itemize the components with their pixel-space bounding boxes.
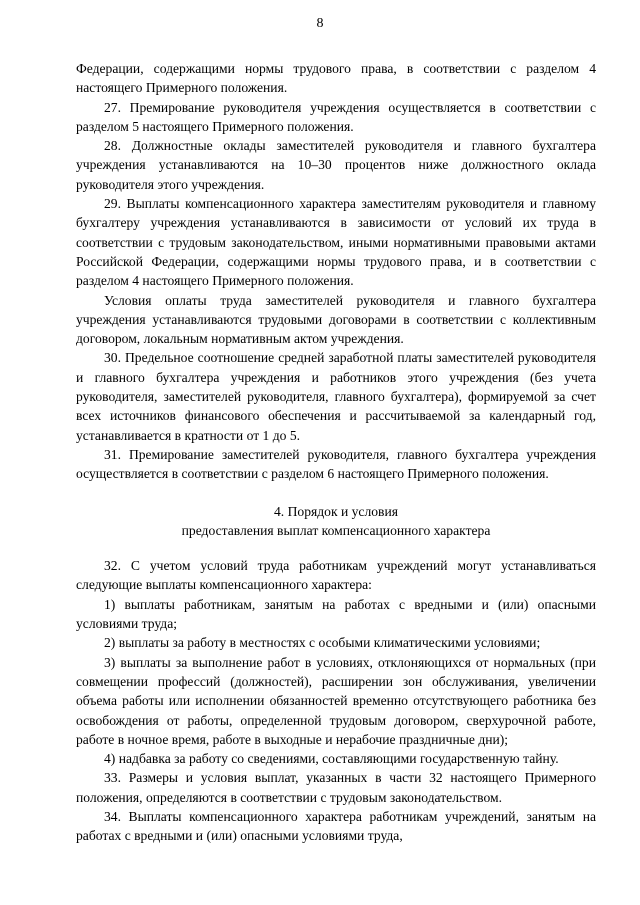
paragraph: Условия оплаты труда заместителей руководителя и главного бухгалтера учреждения устанавливаются трудовыми договорами в соответствии с коллективным договором, локальным нормативным актом учреждения. bbox=[76, 292, 596, 347]
page-number: 8 bbox=[316, 16, 324, 31]
section-heading bbox=[76, 502, 596, 541]
section-heading-line-2: предоставления выплат компенсационного характера bbox=[181, 522, 491, 538]
paragraph: 3) выплаты за выполнение работ в условиях, отклоняющихся от нормальных (при совмещении профессий (должностей), расширении зон обслуживания, увеличении объема работы или исполнении обязанностей временно отсутствующего работника без освобождения от работы, определенной трудовым договором, сверхурочной работе, работе в ночное время, работе в выходные и нерабочие праздничные дни); bbox=[76, 654, 596, 747]
paragraphs-before-heading bbox=[76, 59, 596, 484]
paragraphs-after-heading bbox=[76, 556, 596, 845]
paragraph: 4) надбавка за работу со сведениями, составляющими государственную тайну. bbox=[104, 751, 559, 767]
paragraph: 34. Выплаты компенсационного характера работникам учреждений, занятым на работах с вредными и (или) опасными условиями труда, bbox=[76, 808, 596, 844]
paragraph: 1) выплаты работникам, занятым на работах с вредными и (или) опасными условиями труда; bbox=[76, 596, 596, 632]
section-heading-line-1: 4. Порядок и условия bbox=[273, 503, 398, 519]
document-body bbox=[76, 59, 596, 846]
paragraph: 27. Премирование руководителя учреждения осуществляется в соответствии с разделом 5 настоящего Примерного положения. bbox=[76, 99, 596, 134]
paragraph: 28. Должностные оклады заместителей руководителя и главного бухгалтера учреждения устанавливаются на 10–30 процентов ниже должностного оклада руководителя этого учреждения. bbox=[76, 138, 596, 192]
paragraph: 2) выплаты за работу в местностях с особыми климатическими условиями; bbox=[104, 635, 541, 651]
paragraph: 33. Размеры и условия выплат, указанных в части 32 настоящего Примерного положения, определяются в соответствии с трудовым законодательством. bbox=[76, 770, 596, 805]
paragraph: 32. С учетом условий труда работникам учреждений могут устанавливаться следующие выплаты компенсационного характера: bbox=[76, 558, 596, 593]
paragraph: Федерации, содержащими нормы трудового права, в соответствии с разделом 4 настоящего Примерного положения. bbox=[76, 61, 596, 96]
paragraph: 30. Предельное соотношение средней заработной платы заместителей руководителя и главного бухгалтера учреждения и работников этого учреждения (без учета руководителя, заместителей руководителя, главного бухгалтера), формируемой за счет всех источников финансового обеспечения и рассчитываемой за календарный год, устанавливается в кратности от 1 до 5. bbox=[76, 350, 596, 443]
paragraph: 29. Выплаты компенсационного характера заместителям руководителя и главному бухгалтеру учреждения устанавливаются в зависимости от условий их труда в соответствии с трудовым законодательством, иными нормативными правовыми актами Российской Федерации, содержащими нормы трудового права, и в соответствии с разделом 4 настоящего Примерного положения. bbox=[76, 196, 596, 289]
paragraph: 31. Премирование заместителей руководителя, главного бухгалтера учреждения осуществляется в соответствии с разделом 6 настоящего Примерного положения. bbox=[76, 446, 596, 482]
